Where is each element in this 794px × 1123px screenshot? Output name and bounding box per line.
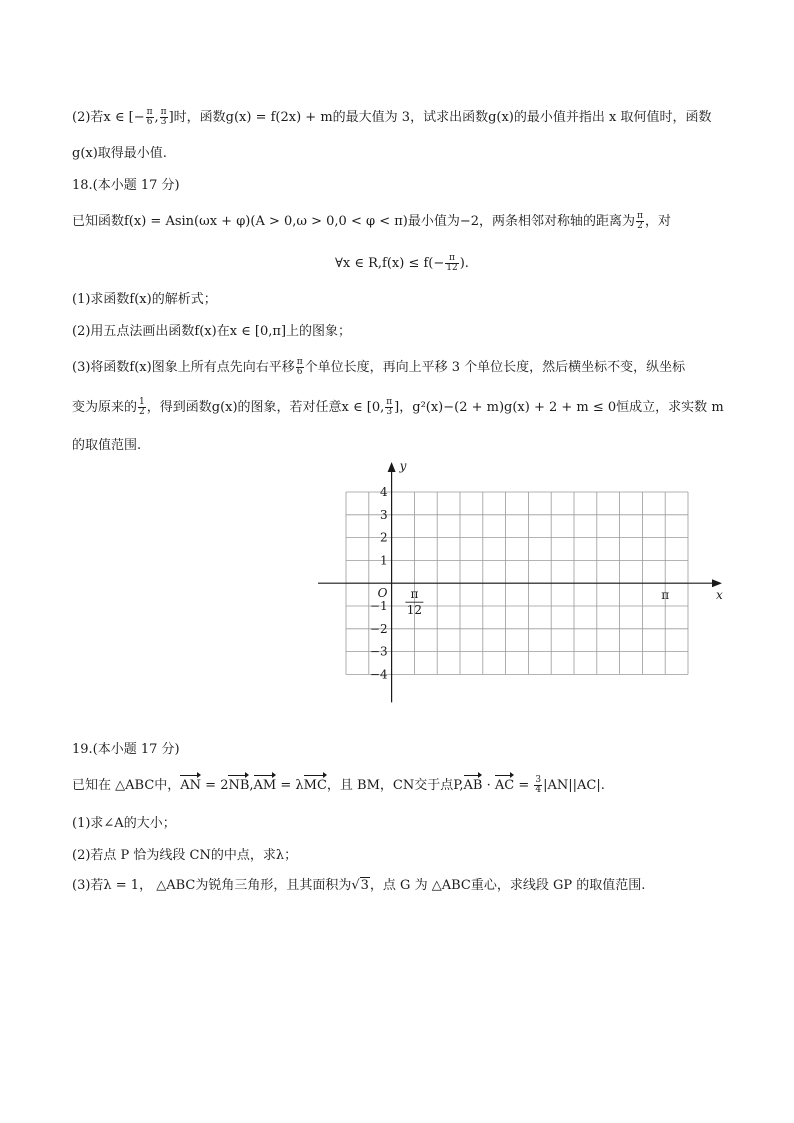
frac-den: 2 [637,221,643,231]
q17-part2-comma: , [154,110,159,125]
q18-part3-line2-frac2 [385,398,393,417]
frac-den: 2 [139,407,145,417]
y-tick-label: −4 [369,667,388,682]
origin-label: O [377,586,388,601]
y-tick-label: 2 [379,530,388,545]
frac-num: π [160,107,167,117]
frac-num: π [637,211,643,221]
q17-part2-frac1 [146,108,154,127]
q18-part1: (1)求函数f(x)的解析式； [72,292,217,307]
q18-part3-line1 [72,358,685,378]
vector-AM: AM [254,776,277,796]
coordinate-grid-chart [310,456,730,716]
q19-part3-a: (3)若λ = 1， △ABC为锐角三角形，且其面积为√ [72,878,360,893]
y-axis-label: y [399,459,407,473]
y-axis-arrow [388,462,396,472]
q19-frac [534,776,542,795]
vector-AB: AB [464,776,483,796]
q19-sep1: , [249,778,254,793]
q18-part3-line2-b: ，得到函数g(x)的图象，若对任意x ∈ [0, [146,400,385,415]
x-tick-label-pi12-numerator: π [410,587,419,602]
q18-formula [0,254,794,274]
x-tick-label-pi12-denominator: 12 [406,603,423,618]
y-tick-label: −1 [369,599,388,613]
frac-num: 1 [139,397,145,407]
q18-heading: 18.(本小题 17 分) [72,178,180,193]
frac-num: π [445,254,458,264]
q19-stem [72,776,605,796]
frac-den: 12 [446,263,458,273]
frac-num: π [296,357,303,367]
q17-part2-text-a: (2)若x ∈ [− [72,110,145,125]
q19-part3-b: ，点 G 为 △ABC重心，求线段 GP 的取值范围. [369,878,646,893]
q19-eq2: = λ [276,778,304,793]
q18-formula-a: ∀x ∈ R,f(x) ≤ f(− [335,256,445,271]
vector-AN: AN [180,776,201,796]
y-tick-label: 4 [379,485,388,499]
q19-part3 [72,876,645,896]
frac-den: 6 [146,117,153,127]
q18-part3-line2-c: ]，g²(x)−(2 + m)g(x) + 2 + m ≤ 0恒成立，求实数 m [394,400,724,415]
frac-den: 3 [160,117,167,127]
q18-stem-b: ，对 [644,214,671,229]
q19-stem-a: 已知在 △ABC中， [72,778,181,793]
frac-den: 3 [386,407,393,417]
q18-part2: (2)用五点法画出函数f(x)在x ∈ [0,π]上的图象； [72,324,352,339]
vector-NB: NB [228,776,249,796]
frac-den: 6 [296,367,303,377]
vector-MC: MC [304,776,327,796]
q18-stem-a: 已知函数f(x) = Asin(ωx + φ)(A > 0,ω > 0,0 < φ < π)最小值为−2，两条相邻对称轴的距离为 [72,214,636,229]
q19-abs: |AN||AC|. [543,778,605,793]
q19-eq1: = 2 [201,778,229,793]
q18-formula-frac [445,254,458,273]
x-axis-arrow [712,579,722,587]
q18-part3-line2-a: 变为原来的 [72,400,138,415]
y-tick-label: 1 [379,553,388,568]
q18-part3-line2-frac1 [138,398,146,417]
q17-part2-line1 [72,108,711,128]
frac-num: 3 [535,775,542,785]
q18-stem-frac [636,212,644,231]
q18-part3-frac [296,358,304,377]
x-axis-label: x [716,588,723,603]
q17-part2-text-b: ]时，函数g(x) = f(2x) + m的最大值为 3，试求出函数g(x)的最小值并指出 x 取何值时，函数 [168,110,712,125]
q18-part3-a: (3)将函数f(x)图象上所有点先向右平移 [72,360,295,375]
frac-num: π [146,107,153,117]
q18-part3-line3: 的取值范围. [72,438,142,453]
q18-formula-b: ). [459,256,469,271]
q18-part3-line2 [72,398,724,418]
y-tick-label: 3 [379,507,388,522]
x-tick-label-pi: π [661,588,670,603]
frac-num: π [386,397,393,407]
q17-part2-frac2 [160,108,168,127]
q18-stem [72,212,671,232]
q19-stem-b: ，且 BM，CN交于点P, [326,778,464,793]
axes [318,462,722,702]
sqrt-radicand: 3 [360,878,369,893]
y-tick-label: −2 [369,621,388,636]
y-tick-label: −3 [369,644,388,659]
vector-AC: AC [495,776,514,796]
q17-part2-line2: g(x)取得最小值. [72,146,167,161]
q18-part3-b: 个单位长度，再向上平移 3 个单位长度，然后横坐标不变，纵坐标 [304,360,686,375]
q19-heading: 19.(本小题 17 分) [72,742,180,757]
q19-eq3: = [514,778,534,793]
q19-part1: (1)求∠A的大小； [72,816,176,831]
q19-dot: · [482,778,495,793]
frac-den: 4 [535,785,542,795]
q19-part2: (2)若点 P 恰为线段 CN的中点，求λ； [72,848,298,863]
